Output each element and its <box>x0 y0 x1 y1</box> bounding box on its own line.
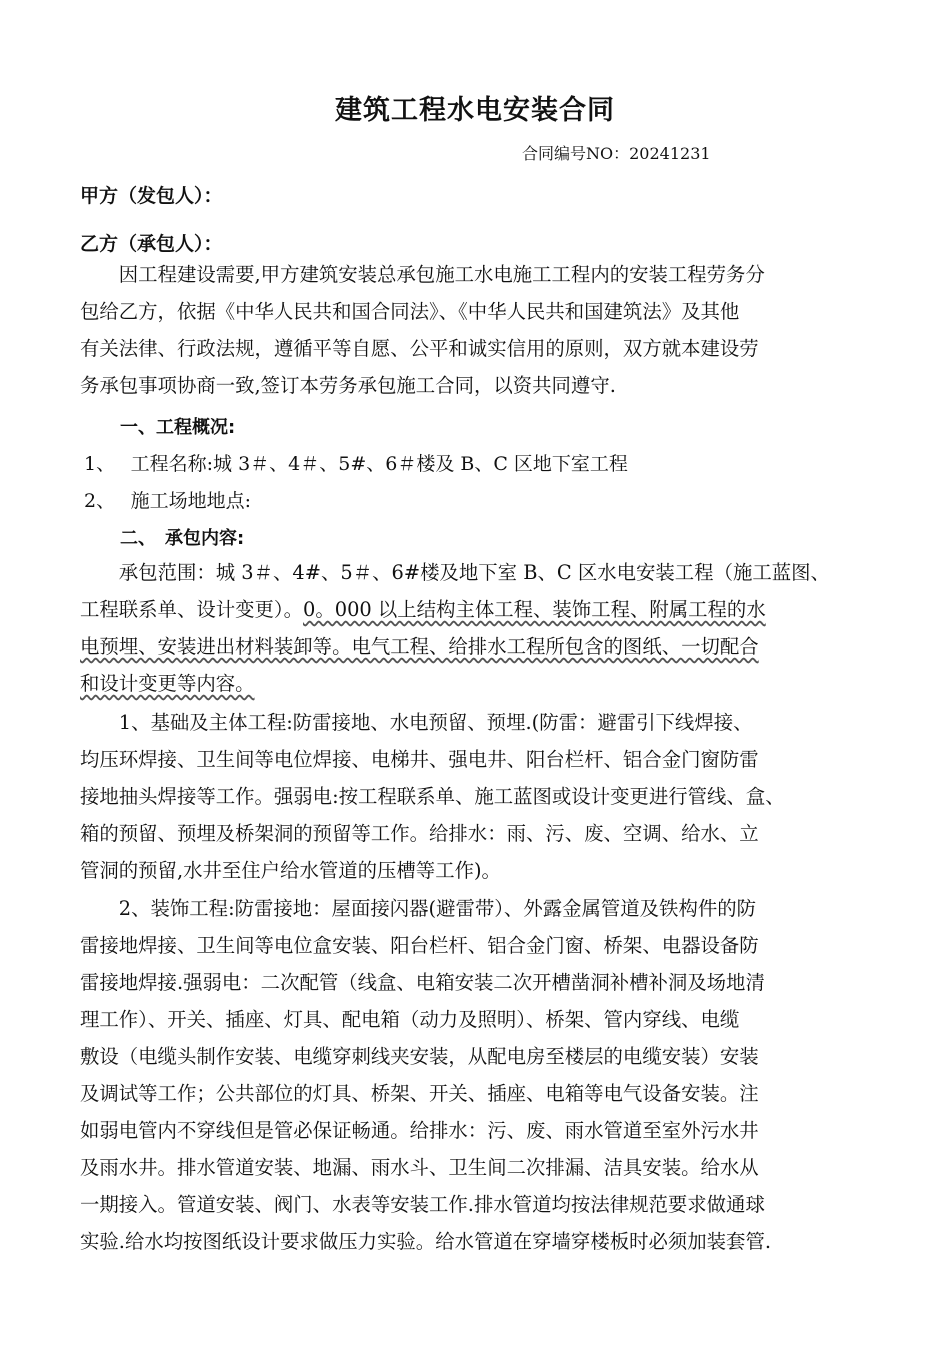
intro-line: 有关法律、行政法规，遵循平等自愿、公平和诚实信用的原则，双方就本建设劳 <box>80 337 759 360</box>
scope-line: 承包范围：城 3＃、4#、5＃、6#楼及地下室 B、C 区水电安装工程（施工蓝图、 <box>80 561 830 584</box>
item-2-line: 及雨水井。排水管道安装、地漏、雨水斗、卫生间二次排漏、洁具安装。给水从 <box>80 1156 759 1179</box>
document-title: 建筑工程水电安装合同 <box>335 95 615 126</box>
item-2-line: 2、装饰工程:防雷接地：屋面接闪器(避雷带）、外露金属管道及铁构件的防 <box>80 897 757 920</box>
contract-number: 合同编号NO：20241231 <box>522 144 711 163</box>
party-a-label: 甲方（发包人）： <box>80 185 223 207</box>
item-2-line: 敷设（电缆头制作安装、电缆穿刺线夹安装，从配电房至楼层的电缆安装）安装 <box>80 1045 759 1068</box>
item-1-line: 管洞的预留,水井至住户给水管道的压槽等工作)。 <box>80 859 501 882</box>
item-1-line: 均压环焊接、卫生间等电位焊接、电梯井、强电井、阳台栏杆、铝合金门窗防雷 <box>80 748 759 771</box>
intro-line: 包给乙方，依据《中华人民共和国合同法》、《中华人民共和国建筑法》及其他 <box>80 300 740 323</box>
item-2-line: 如弱电管内不穿线但是管必保证畅通。给排水：污、废、雨水管道至室外污水井 <box>80 1119 759 1142</box>
item-2-line: 理工作）、开关、插座、灯具、配电箱（动力及照明）、桥架、管内穿线、电缆 <box>80 1008 740 1031</box>
scope-text-highlight: 0。000 以上结构主体工程、装饰工程、附属工程的水 <box>303 598 766 621</box>
item-2-line: 雷接地焊接、卫生间等电位盒安装、阳台栏杆、铝合金门窗、桥架、电器设备防 <box>80 934 759 957</box>
intro-line: 务承包事项协商一致,签订本劳务承包施工合同，以资共同遵守. <box>80 374 616 397</box>
item-1-line: 箱的预留、预埋及桥架洞的预留等工作。给排水：雨、污、废、空调、给水、立 <box>80 822 759 845</box>
scope-text-highlight: 和设计变更等内容。 <box>80 672 255 695</box>
item-1-line: 1、基础及主体工程:防雷接地、水电预留、预埋.(防雷：避雷引下线焊接、 <box>80 711 753 734</box>
scope-line <box>80 595 880 625</box>
scope-text-highlight: 电预埋、安装进出材料装卸等。电气工程、给排水工程所包含的图纸、一切配合 <box>80 635 759 658</box>
section-1-item-2: 2、 施工场地地点: <box>84 490 252 512</box>
scope-text: 工程联系单、设计变更）。 <box>80 598 303 621</box>
section-1-heading: 一、工程概况: <box>120 417 236 438</box>
scope-line <box>80 632 880 662</box>
intro-line: 因工程建设需要,甲方建筑安装总承包施工水电施工工程内的安装工程劳务分 <box>80 263 765 286</box>
item-1-line: 接地抽头焊接等工作。强弱电:按工程联系单、施工蓝图或设计变更进行管线、盒、 <box>80 785 785 808</box>
item-2-line: 一期接入。管道安装、阀门、水表等安装工作.排水管道均按法律规范要求做通球 <box>80 1193 765 1216</box>
party-b-label: 乙方（承包人）： <box>80 233 223 255</box>
item-2-line: 雷接地焊接.强弱电：二次配管（线盒、电箱安装二次开槽凿洞补槽补洞及场地清 <box>80 971 765 994</box>
item-2-line: 及调试等工作；公共部位的灯具、桥架、开关、插座、电箱等电气设备安装。注 <box>80 1082 759 1105</box>
scope-line <box>80 669 880 699</box>
item-2-line: 实验.给水均按图纸设计要求做压力实验。给水管道在穿墙穿楼板时必须加装套管. <box>80 1230 771 1253</box>
section-1-item-1: 1、 工程名称:城 3＃、4＃、5#、6＃楼及 B、C 区地下室工程 <box>84 453 628 475</box>
section-2-heading: 二、 承包内容: <box>120 528 245 549</box>
